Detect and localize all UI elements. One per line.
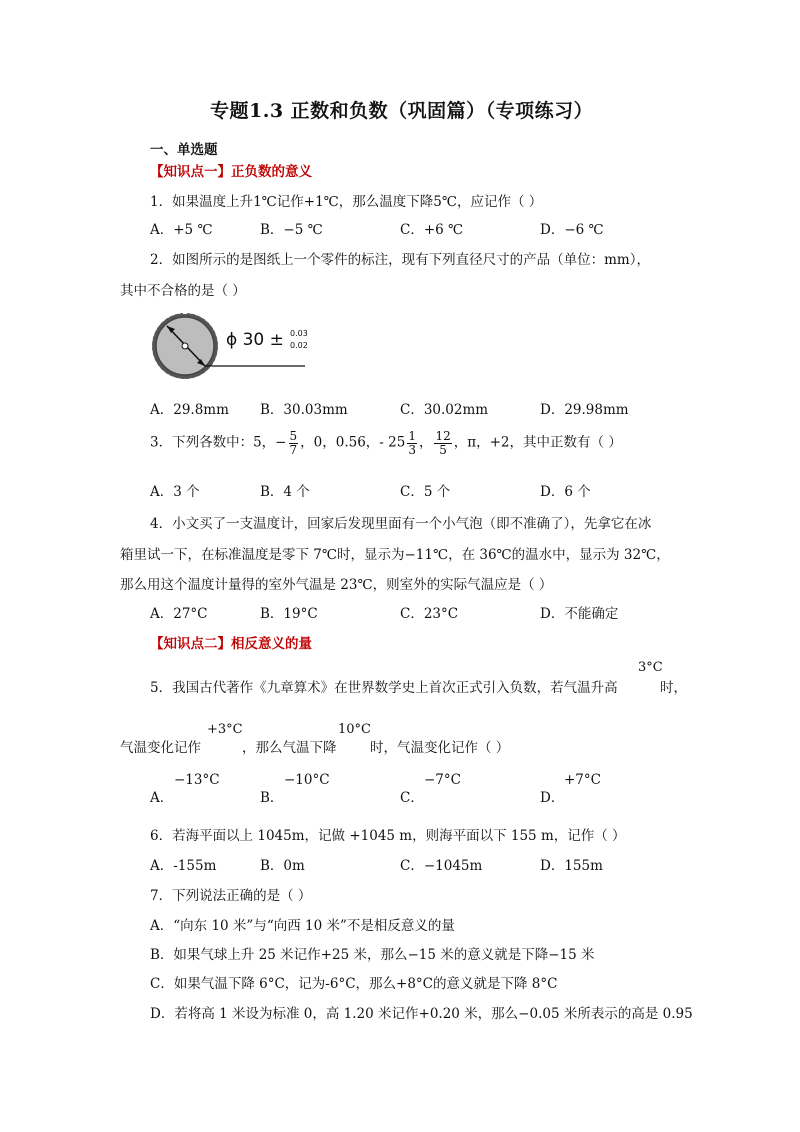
- q5-option-a-label: A．: [150, 790, 174, 806]
- q5-value-plus3c: +3°C: [207, 722, 243, 737]
- question-4-option-c: C．23°C: [400, 606, 459, 622]
- question-6-option-c: C．−1045m: [400, 858, 483, 874]
- gear-tooth-gap: [201, 315, 204, 318]
- q5-option-a: −13°C: [174, 772, 220, 788]
- question-1-option-b: B．−5 ℃: [260, 222, 323, 238]
- gear-tooth-gap: [210, 367, 213, 370]
- question-1-option-d: D．−6 ℃: [540, 222, 604, 238]
- q3-text-3: ，: [418, 434, 433, 451]
- question-7-option-b: B．如果气球上升 25 米记作+25 米，那么−15 米的意义就是下降−15 米: [150, 947, 595, 963]
- fraction-numerator: 1: [408, 429, 416, 443]
- q3-text-1: 3．下列各数中：5，−: [150, 434, 287, 451]
- tolerance-lower: 0.02: [290, 341, 308, 350]
- q5-line1-end: 时，: [660, 680, 687, 696]
- gear-tooth-gap: [217, 351, 220, 354]
- question-2-option-d: D．29.98mm: [540, 402, 629, 418]
- gear-tooth-gap: [150, 351, 153, 354]
- gear-tooth-gap: [216, 356, 219, 359]
- question-2-option-b: B．30.03mm: [260, 402, 348, 418]
- gear-tooth-gap: [190, 378, 193, 381]
- gear-tooth-gap: [217, 339, 220, 342]
- gear-tooth-gap: [167, 315, 170, 318]
- gear-tooth-gap: [150, 339, 153, 342]
- question-7-stem: 7．下列说法正确的是（ ）: [150, 888, 312, 904]
- question-7-option-d: D．若将高 1 米设为标准 0，高 1.20 米记作+0.20 米，那么−0.05 米所表示的高是 0.95: [150, 1006, 693, 1022]
- gear-tooth-gap: [218, 345, 221, 348]
- fraction-denominator: 3: [408, 442, 416, 457]
- gear-tooth-gap: [206, 371, 209, 374]
- q5-line2-b: ，那么气温下降: [242, 740, 337, 756]
- gear-tooth-gap: [190, 311, 193, 314]
- q5-option-b: −10°C: [284, 772, 330, 788]
- gear-tooth-gap: [154, 328, 157, 331]
- q3-text-4: ，π，+2，其中正数有（ ）: [453, 434, 622, 451]
- section-heading: 一、单选题: [150, 142, 218, 158]
- dimension-label: [226, 330, 284, 350]
- gear-tooth-gap: [213, 328, 216, 331]
- question-3-option-a: A．3 个: [150, 484, 200, 500]
- gear-tooth-gap: [172, 313, 175, 316]
- gear-tooth-gap: [152, 356, 155, 359]
- gear-tooth-gap: [216, 333, 219, 336]
- knowledge-point-2: 【知识点二】相反意义的量: [150, 636, 312, 652]
- fraction-1-3: [407, 430, 417, 456]
- question-6-option-d: D．155m: [540, 858, 603, 874]
- question-4-option-d: D．不能确定: [540, 606, 619, 622]
- q5-option-d-label: D．: [540, 790, 565, 806]
- fraction-12-5: [434, 430, 451, 456]
- fraction-denominator: 7: [289, 442, 298, 457]
- dimension-phi: ϕ 30 ±: [226, 330, 284, 350]
- gear-tooth-gap: [178, 378, 181, 381]
- gear-tooth-gap: [172, 377, 175, 380]
- fraction-5-7: [289, 430, 299, 456]
- q3-text-2: ，0，0.56，- 25: [300, 434, 406, 451]
- q5-option-b-label: B．: [260, 790, 284, 806]
- question-1-option-a: A．+5 ℃: [150, 222, 213, 238]
- question-3-option-d: D．6 个: [540, 484, 591, 500]
- gear-tooth-gap: [152, 333, 155, 336]
- question-7-option-c: C．如果气温下降 6°C，记为-6°C，那么+8°C的意义就是下降 8°C: [150, 976, 558, 992]
- gear-tooth-gap: [184, 311, 187, 314]
- gear-tooth-gap: [195, 313, 198, 316]
- fraction-numerator: 5: [289, 429, 298, 443]
- q5-option-c: −7°C: [424, 772, 461, 788]
- gear-tooth-gap: [213, 362, 216, 365]
- question-1-stem: 1．如果温度上升1℃记作+1℃，那么温度下降5℃，应记作（ ）: [150, 194, 543, 210]
- question-3-option-c: C．5 个: [400, 484, 451, 500]
- question-6-stem: 6．若海平面以上 1045m，记做 +1045 m，则海平面以下 155 m，记作（ ）: [150, 828, 626, 844]
- q5-option-d: +7°C: [564, 772, 601, 788]
- question-1-option-c: C．+6 ℃: [400, 222, 464, 238]
- question-3-stem: [150, 430, 622, 456]
- tolerance-upper: 0.03: [290, 329, 308, 338]
- question-4-line1: 4．小文买了一支温度计，回家后发现里面有一个小气泡（即不准确了），先拿它在冰: [150, 516, 652, 532]
- question-4-line2: 箱里试一下，在标准温度是零下 7℃时，显示为−11℃，在 36℃的温水中，显示为 32℃，: [120, 547, 670, 563]
- gear-tooth-gap: [201, 374, 204, 377]
- knowledge-point-1: 【知识点一】正负数的意义: [150, 164, 312, 180]
- q5-line2-c: 时，气温变化记作（ ）: [370, 740, 510, 756]
- question-7-option-a: A．“向东 10 米”与“向西 10 米”不是相反意义的量: [150, 918, 455, 934]
- fraction-denominator: 5: [439, 442, 447, 457]
- gear-tooth-gap: [154, 362, 157, 365]
- gear-tooth-gap: [150, 345, 152, 348]
- question-4-option-b: B．19°C: [260, 606, 318, 622]
- gear-tooth-gap: [195, 377, 198, 380]
- question-2-stem-line1: 2．如图所示的是图纸上一个零件的标注，现有下列直径尺寸的产品（单位：mm），: [150, 252, 650, 268]
- gear-tooth-gap: [178, 311, 181, 314]
- gear-tooth-gap: [206, 319, 209, 322]
- question-4-option-a: A．27°C: [150, 606, 208, 622]
- q5-value-10c: 10°C: [338, 722, 371, 737]
- fraction-numerator: 12: [435, 429, 451, 443]
- gear-tooth-gap: [158, 323, 161, 326]
- question-2-stem-line2: 其中不合格的是（ ）: [120, 283, 246, 299]
- question-6-option-a: A．-155m: [150, 858, 217, 874]
- page-title: 专题1.3 正数和负数（巩固篇）（专项练习）: [210, 100, 594, 122]
- gear-tooth-gap: [158, 367, 161, 370]
- q5-line2-a: 气温变化记作: [120, 740, 201, 756]
- question-6-option-b: B．0m: [260, 858, 305, 874]
- question-4-line3: 那么用这个温度计量得的室外气温是 23℃，则室外的实际气温应是（ ）: [120, 577, 553, 593]
- question-3-option-b: B．4 个: [260, 484, 310, 500]
- gear-tooth-gap: [162, 371, 165, 374]
- gear-tooth-gap: [184, 379, 187, 382]
- gear-teeth: [150, 308, 230, 388]
- q5-option-c-label: C．: [400, 790, 424, 806]
- q5-value-3c: 3°C: [638, 660, 663, 675]
- gear-tooth-gap: [167, 374, 170, 377]
- gear-tooth-gap: [210, 323, 213, 326]
- gear-tooth-gap: [162, 319, 165, 322]
- question-5-line1: 5．我国古代著作《九章算术》在世界数学史上首次正式引入负数，若气温升高: [150, 680, 618, 696]
- question-2-option-c: C．30.02mm: [400, 402, 489, 418]
- question-2-option-a: A．29.8mm: [150, 402, 229, 418]
